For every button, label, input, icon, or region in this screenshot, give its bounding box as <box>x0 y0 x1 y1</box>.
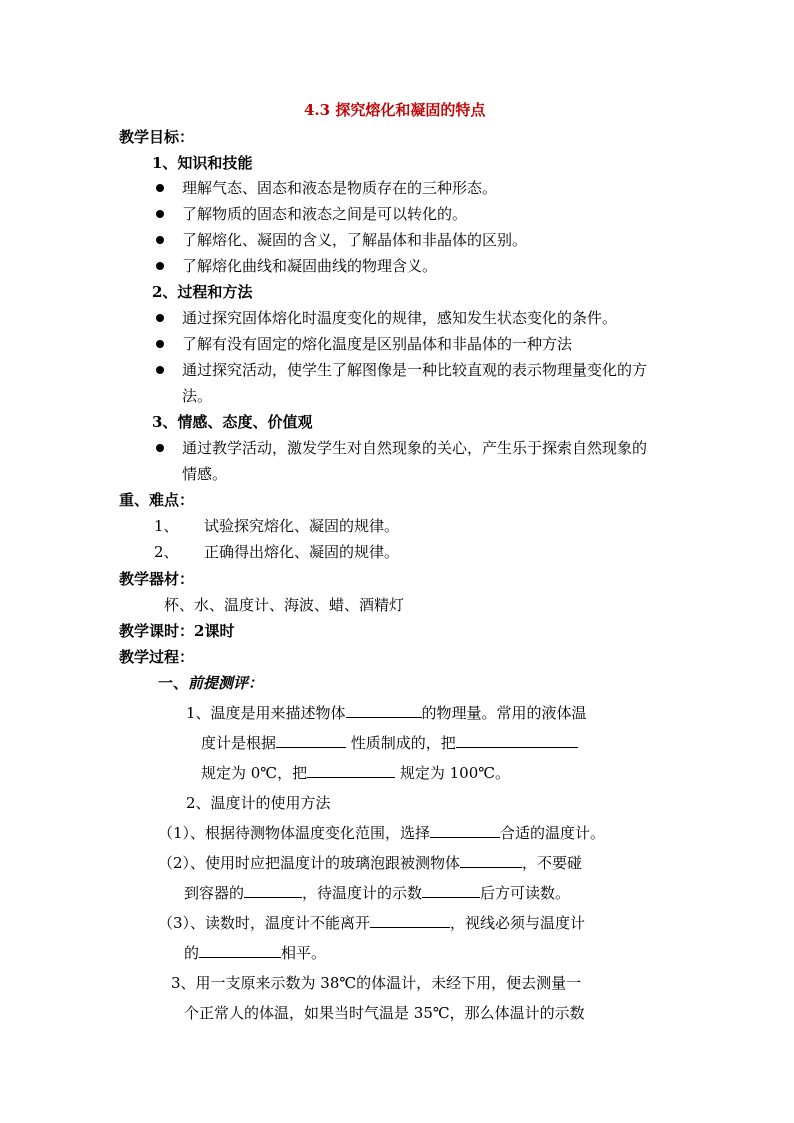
key-point-text: 正确得出熔化、凝固的规律。 <box>204 543 400 561</box>
bullet-icon <box>156 262 164 270</box>
answer-blank[interactable] <box>422 883 480 898</box>
key-points-heading: 重、难点： <box>119 491 195 509</box>
list-item: 了解熔化、凝固的含义，了解晶体和非晶体的区别。 <box>182 231 528 249</box>
question-2-item-1 <box>158 823 605 843</box>
question-text: 的 <box>184 944 200 962</box>
question-text: （1）、根据待测物体温度变化范围，选择 <box>158 824 431 842</box>
question-1-line-3 <box>201 763 510 783</box>
key-point-text: 试验探究熔化、凝固的规律。 <box>204 517 400 535</box>
question-text: （2）、使用时应把温度计的玻璃泡跟被测物体 <box>158 854 461 872</box>
bullet-icon <box>156 366 164 374</box>
question-3-line-2: 个正常人的体温，如果当时气温是 35℃，那么体温计的示数 <box>184 1004 585 1022</box>
answer-blank[interactable] <box>346 703 422 718</box>
question-text: ，视线必须与温度计 <box>450 914 586 932</box>
question-text: 相平。 <box>281 944 327 962</box>
section2-heading: 2、过程和方法 <box>152 283 253 301</box>
question-2-item-2-cont <box>184 883 570 903</box>
section1-heading: 1、知识和技能 <box>152 154 253 172</box>
list-item: 了解物质的固态和液态之间是可以转化的。 <box>182 205 468 223</box>
question-text: 规定为 100℃。 <box>395 764 511 782</box>
question-2-item-2 <box>158 853 582 873</box>
bullet-icon <box>156 210 164 218</box>
key-point-number: 2、 <box>154 543 179 561</box>
bullet-icon <box>156 236 164 244</box>
question-2-item-3-cont <box>184 943 326 963</box>
list-item-continuation: 情感。 <box>182 465 228 483</box>
question-text: 后方可读数。 <box>480 884 571 902</box>
answer-blank[interactable] <box>307 763 395 778</box>
question-2-item-3 <box>158 913 585 933</box>
page-title: 4.3 探究熔化和凝固的特点 <box>304 101 486 119</box>
question-text: 到容器的 <box>184 884 245 902</box>
list-item-continuation: 法。 <box>182 387 213 405</box>
process-heading: 教学过程： <box>119 648 195 666</box>
question-1-line-2 <box>201 733 578 753</box>
equipment-heading: 教学器材： <box>119 570 195 588</box>
pretest-number: 一、 <box>158 674 189 692</box>
answer-blank[interactable] <box>456 733 578 748</box>
objectives-heading: 教学目标： <box>119 128 195 146</box>
bullet-icon <box>156 314 164 322</box>
question-text: 性质制成的，把 <box>346 734 456 752</box>
question-2-heading: 2、温度计的使用方法 <box>186 794 331 812</box>
question-text: 度计是根据 <box>201 734 277 752</box>
bullet-icon <box>156 184 164 192</box>
question-text: 规定为 0℃，把 <box>201 764 308 782</box>
answer-blank[interactable] <box>244 883 302 898</box>
answer-blank[interactable] <box>276 733 346 748</box>
answer-blank[interactable] <box>460 853 522 868</box>
list-item: 了解有没有固定的熔化温度是区别晶体和非晶体的一种方法 <box>182 335 573 353</box>
list-item: 通过探究固体熔化时温度变化的规律，感知发生状态变化的条件。 <box>182 309 618 327</box>
pretest-heading <box>158 673 263 693</box>
list-item: 理解气态、固态和液态是物质存在的三种形态。 <box>182 179 498 197</box>
question-text: （3）、读数时，温度计不能离开 <box>158 914 371 932</box>
list-item: 通过教学活动，激发学生对自然现象的关心，产生乐于探索自然现象的 <box>182 439 648 457</box>
bullet-icon <box>156 340 164 348</box>
answer-blank[interactable] <box>430 823 500 838</box>
question-text: 的物理量。常用的液体温 <box>421 704 587 722</box>
equipment-list: 杯、水、温度计、海波、蜡、酒精灯 <box>164 596 405 614</box>
pretest-label: 前提测评： <box>188 674 264 692</box>
key-point-number: 1、 <box>154 517 179 535</box>
question-3-line-1: 3、用一支原来示数为 38℃的体温计，未经下用，便去测量一 <box>171 974 582 992</box>
question-text: ，待温度计的示数 <box>302 884 423 902</box>
list-item: 了解熔化曲线和凝固曲线的物理含义。 <box>182 257 438 275</box>
question-text: ，不要碰 <box>522 854 583 872</box>
question-text: 合适的温度计。 <box>500 824 606 842</box>
question-1-line-1 <box>186 703 587 723</box>
answer-blank[interactable] <box>370 913 450 928</box>
question-text: 1、温度是用来描述物体 <box>186 704 346 722</box>
bullet-icon <box>156 444 164 452</box>
list-item: 通过探究活动，使学生了解图像是一种比较直观的表示物理量变化的方 <box>182 361 648 379</box>
section3-heading: 3、情感、态度、价值观 <box>152 413 313 431</box>
periods-line: 教学课时：2课时 <box>119 622 235 640</box>
answer-blank[interactable] <box>199 943 281 958</box>
